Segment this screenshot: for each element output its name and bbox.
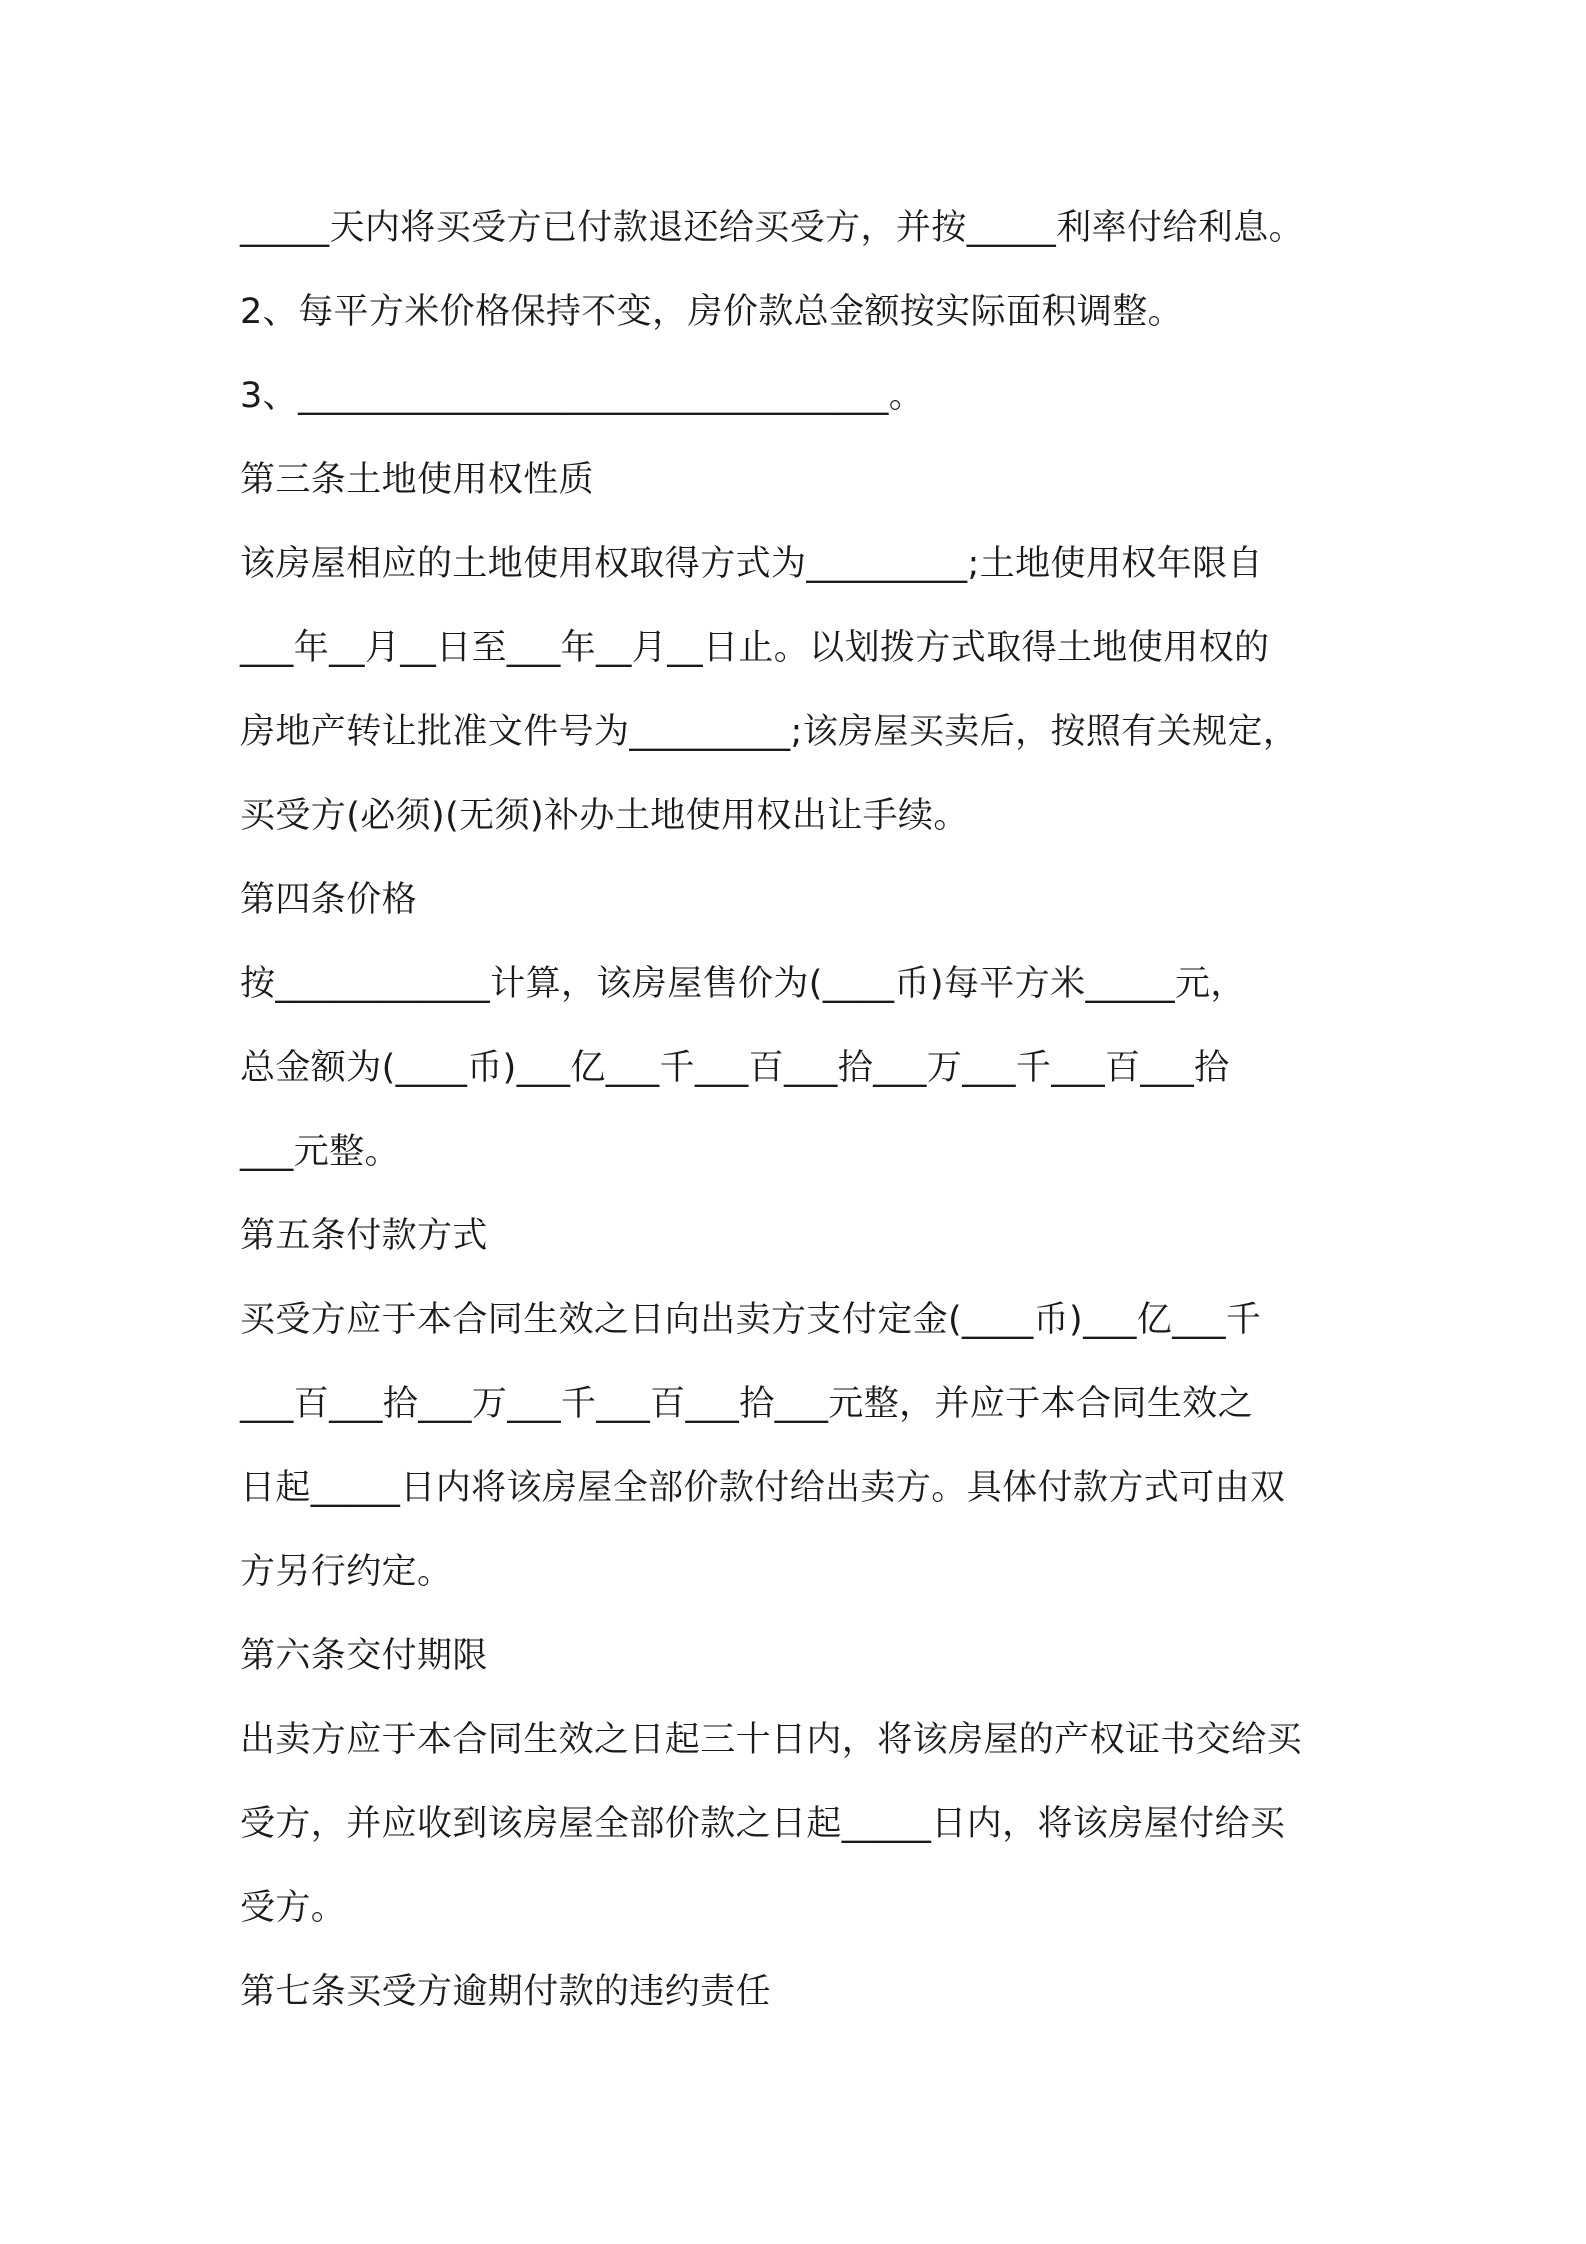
- delivery-text: 受方，并应收到该房屋全部价款之日起_____日内，将该房屋付给买: [240, 1804, 1286, 1844]
- payment-text: 日起_____日内将该房屋全部价款付给出卖方。具体付款方式可由双: [240, 1468, 1286, 1508]
- section-6-heading: 第六条交付期限: [240, 1636, 488, 1676]
- payment-text: 买受方应于本合同生效之日向出卖方支付定金(____币)___亿___千: [240, 1300, 1262, 1340]
- price-text: 总金额为(____币)___亿___千___百___拾___万___千___百___拾: [240, 1048, 1230, 1088]
- land-use-text: 房地产转让批准文件号为_________;该房屋买卖后，按照有关规定，: [240, 712, 1299, 752]
- delivery-text: 受方。: [240, 1888, 347, 1928]
- payment-text: 方另行约定。: [240, 1552, 453, 1592]
- clause-3-blank-text: 3、_________________________________。: [240, 376, 925, 416]
- land-use-text: 买受方(必须)(无须)补办土地使用权出让手续。: [240, 796, 969, 836]
- price-adjust-clause-text: 2、每平方米价格保持不变，房价款总金额按实际面积调整。: [240, 292, 1184, 332]
- section-5-heading: 第五条付款方式: [240, 1216, 488, 1256]
- section-3-heading: 第三条土地使用权性质: [240, 460, 595, 500]
- land-use-text: 该房屋相应的土地使用权取得方式为_________;土地使用权年限自: [240, 544, 1263, 584]
- price-text: ___元整。: [240, 1132, 400, 1172]
- land-use-text: ___年__月__日至___年__月__日止。以划拨方式取得土地使用权的: [240, 628, 1270, 668]
- refund-clause-text: _____天内将买受方已付款退还给买受方，并按_____利率付给利息。: [240, 208, 1305, 248]
- price-text: 按____________计算，该房屋售价为(____币)每平方米_____元，: [240, 964, 1246, 1004]
- payment-text: ___百___拾___万___千___百___拾___元整，并应于本合同生效之: [240, 1384, 1254, 1424]
- delivery-text: 出卖方应于本合同生效之日起三十日内，将该房屋的产权证书交给买: [240, 1720, 1303, 1760]
- section-4-heading: 第四条价格: [240, 880, 418, 920]
- section-7-heading: 第七条买受方逾期付款的违约责任: [240, 1972, 772, 2012]
